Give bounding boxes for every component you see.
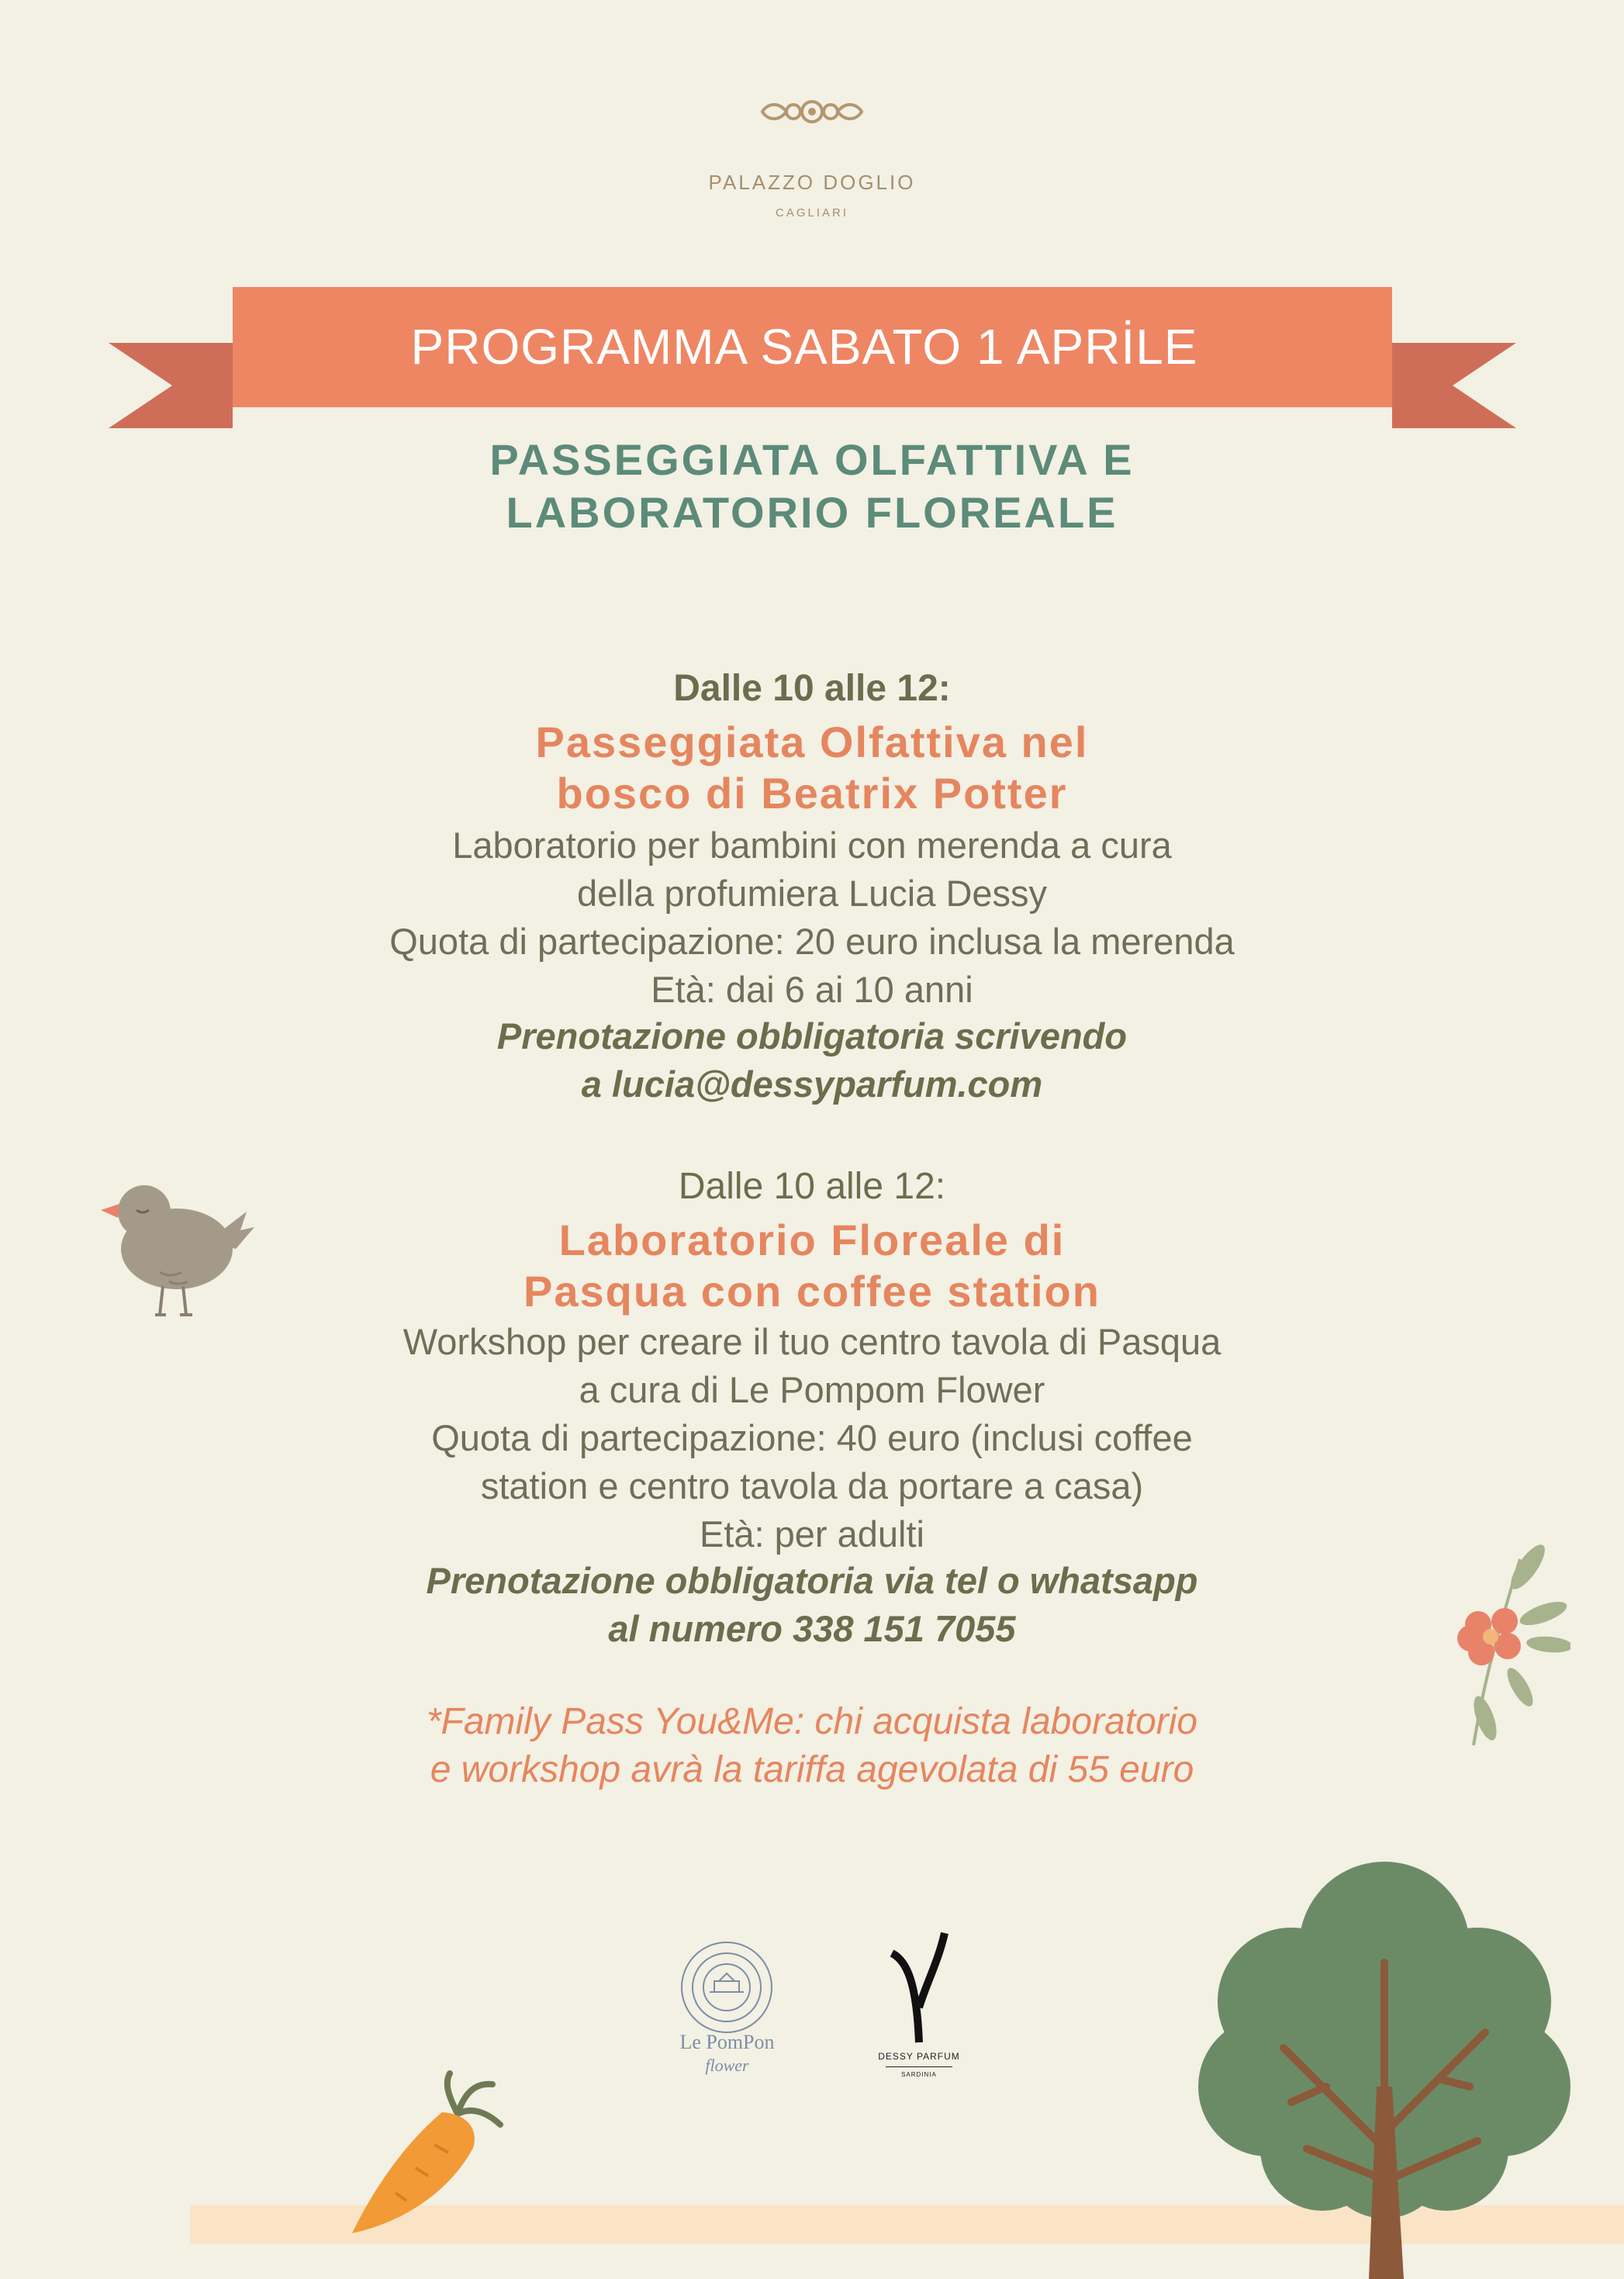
event1-booking-email: a lucia@dessyparfum.com: [581, 1063, 1043, 1105]
subtitle-line-1: PASSEGGIATA OLFATTIVA E: [489, 435, 1135, 484]
family-pass-line-2: e workshop avrà la tariffa agevolata di 55 euro: [430, 1749, 1194, 1790]
event2-title-line-2: Pasqua con coffee station: [523, 1267, 1101, 1316]
event1-price: Quota di partecipazione: 20 euro inclusa la merenda: [389, 921, 1235, 962]
event2-title-line-1: Laboratorio Floreale di: [558, 1216, 1066, 1264]
event2-info-line-1: Workshop per creare il tuo centro tavola di Pasqua: [403, 1321, 1221, 1362]
le-pompon-sub: flower: [705, 2056, 749, 2075]
dessy-parfum-logo-icon: [876, 1930, 962, 2046]
palazzo-doglio-ornament-icon: [758, 87, 866, 137]
event1-info-line-1: Laboratorio per bambini con merenda a cura: [452, 825, 1172, 866]
dessy-divider: [886, 2066, 952, 2067]
event1-title-line-2: bosco di Beatrix Potter: [556, 769, 1068, 818]
event2-info-line-2: a cura di Le Pompom Flower: [579, 1369, 1045, 1410]
subtitle-line-2: LABORATORIO FLOREALE: [506, 488, 1118, 537]
event2-age: Età: per adulti: [699, 1513, 924, 1554]
le-pompon-logo-icon: [663, 1931, 791, 2118]
event1-booking-line-1: Prenotazione obbligatoria scrivendo: [496, 1015, 1128, 1057]
event2-booking-phone: al numero 338 151 7055: [608, 1608, 1016, 1649]
event1-info-line-2: della profumiera Lucia Dessy: [576, 873, 1048, 914]
event2-time: Dalle 10 alle 12:: [678, 1166, 946, 1207]
event1-age: Età: dai 6 ai 10 anni: [651, 969, 973, 1010]
event1-time: Dalle 10 alle 12:: [673, 668, 951, 709]
carrot-illustration-icon: [341, 2067, 520, 2238]
event2-price-line-2: station e centro tavola da portare a casa): [480, 1465, 1144, 1506]
flower-branch-icon: [1427, 1544, 1570, 1753]
tree-illustration-icon: [1190, 1854, 1578, 2279]
event2-price-line-1: Quota di partecipazione: 40 euro (inclusi coffee: [431, 1417, 1193, 1458]
family-pass-line-1: *Family Pass You&Me: chi acquista laboratorio: [426, 1701, 1198, 1742]
dessy-parfum-sub: SARDINIA: [901, 2071, 937, 2078]
dessy-parfum-name: DESSY PARFUM: [878, 2051, 960, 2062]
brand-city: CAGLIARI: [775, 206, 849, 220]
event1-title-line-1: Passeggiata Olfattiva nel: [535, 718, 1089, 766]
program-date-title: PROGRAMMA SABATO 1 APRİLE: [410, 319, 1198, 375]
le-pompon-name: Le PomPon: [679, 2031, 775, 2053]
brand-name: PALAZZO DOGLIO: [708, 171, 916, 194]
event2-booking-line-1: Prenotazione obbligatoria via tel o whatsapp: [426, 1560, 1198, 1601]
bird-illustration-icon: [92, 1156, 254, 1319]
